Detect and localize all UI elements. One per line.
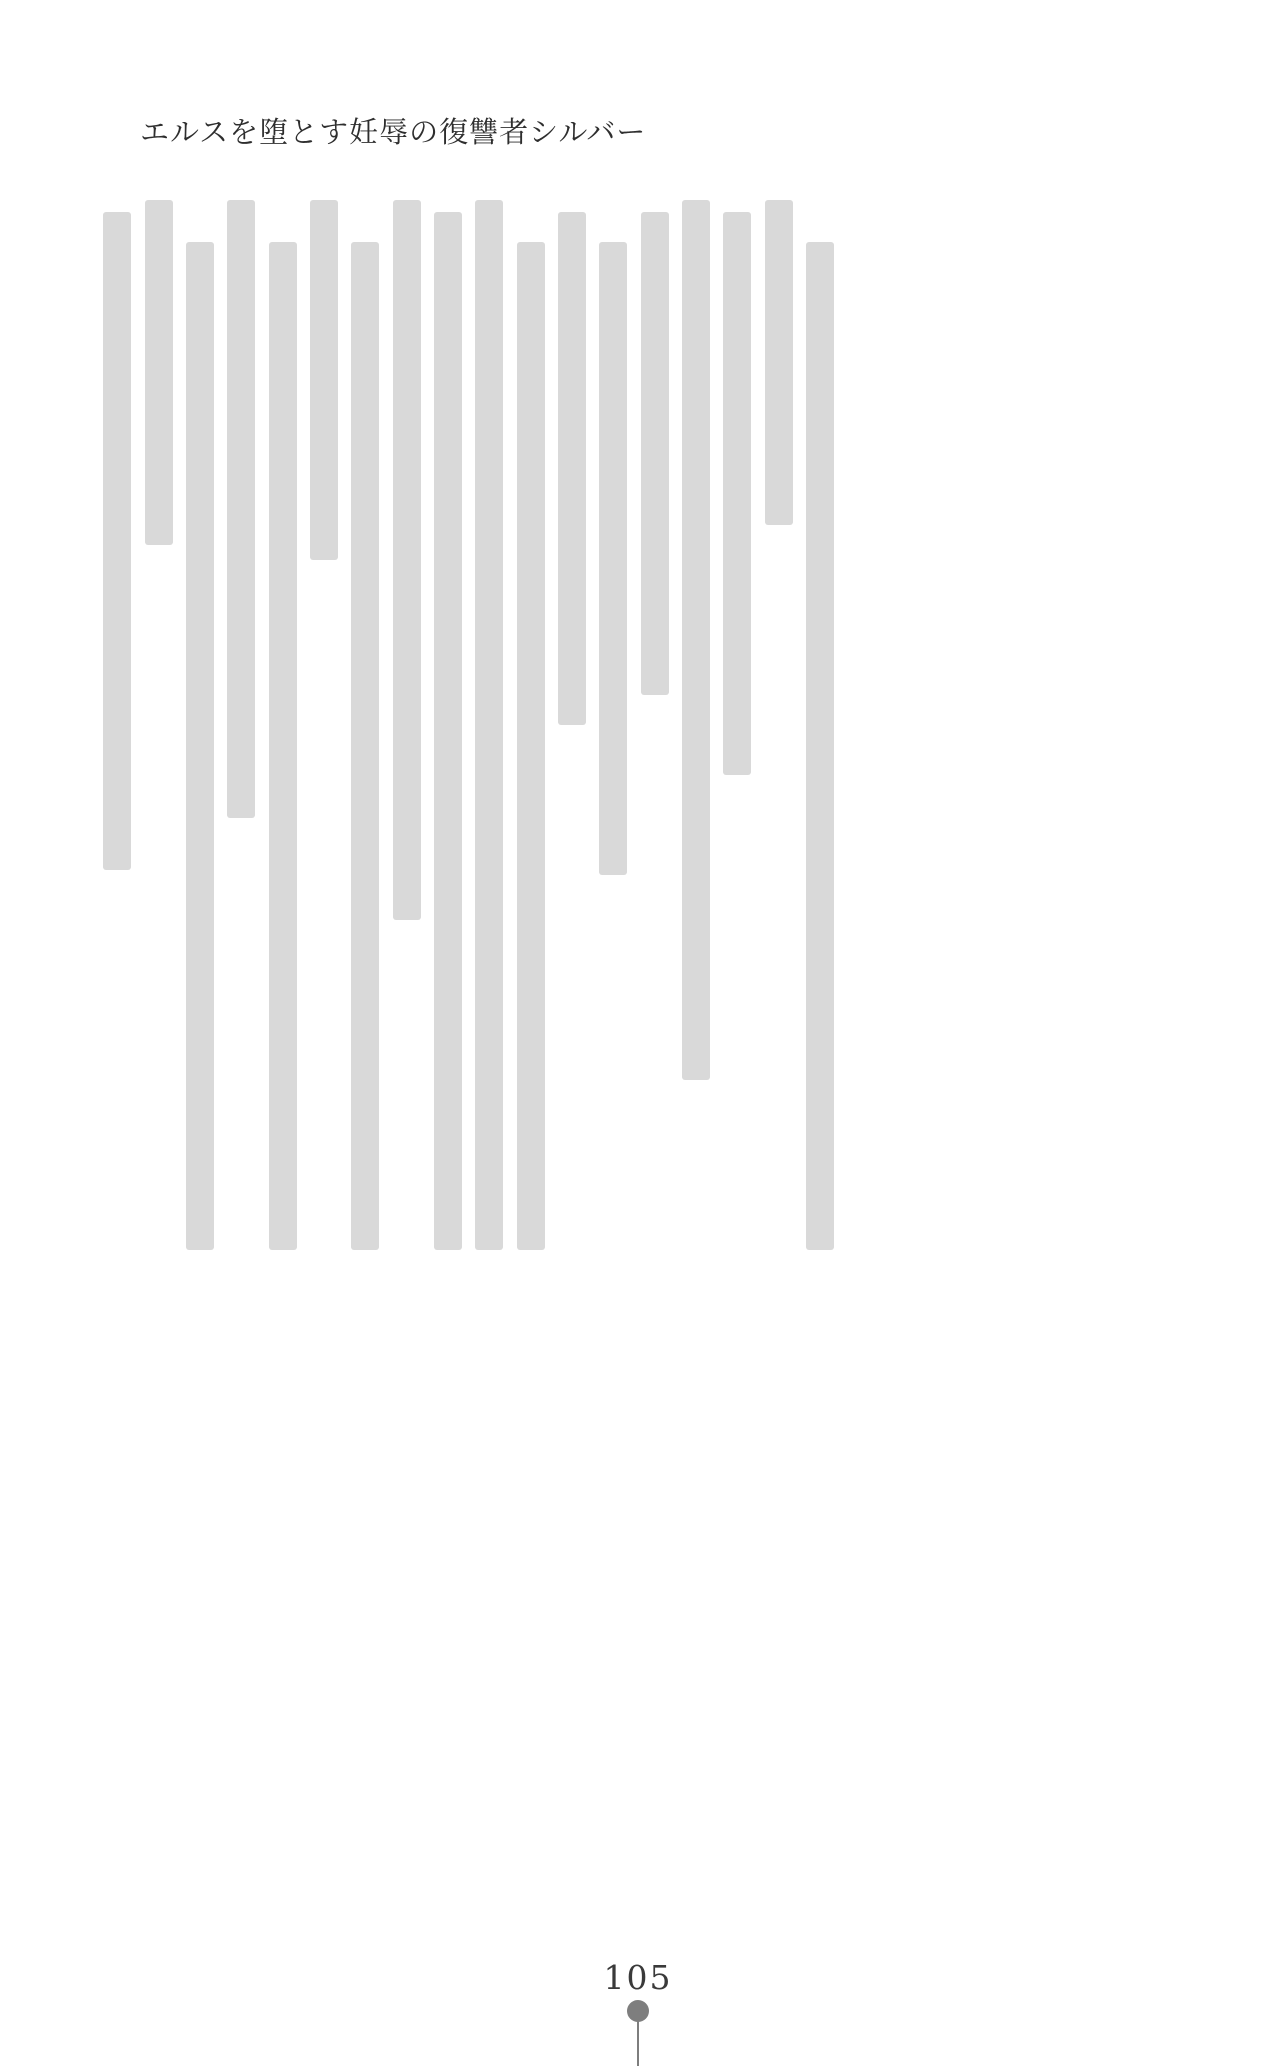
- text-column-redacted: [641, 212, 669, 695]
- footer-ornament-line: [637, 2012, 639, 2066]
- text-column-redacted: [475, 200, 503, 1250]
- text-column-redacted: [227, 200, 255, 818]
- text-column-redacted: [806, 242, 834, 1250]
- text-column-redacted: [145, 200, 173, 545]
- text-column-redacted: [517, 242, 545, 1250]
- text-column-redacted: [351, 242, 379, 1250]
- text-column-redacted: [103, 212, 131, 870]
- text-column-redacted: [310, 200, 338, 560]
- text-column-redacted: [558, 212, 586, 725]
- text-column-redacted: [599, 242, 627, 875]
- text-column-redacted: [723, 212, 751, 775]
- text-column-redacted: [269, 242, 297, 1250]
- running-header-title: エルスを堕とす妊辱の復讐者シルバー: [140, 115, 647, 149]
- page-number: 105: [603, 1958, 673, 1997]
- text-column-redacted: [765, 200, 793, 525]
- text-column-redacted: [393, 200, 421, 920]
- text-column-redacted: [186, 242, 214, 1250]
- text-column-redacted: [434, 212, 462, 1250]
- text-column-redacted: [682, 200, 710, 1080]
